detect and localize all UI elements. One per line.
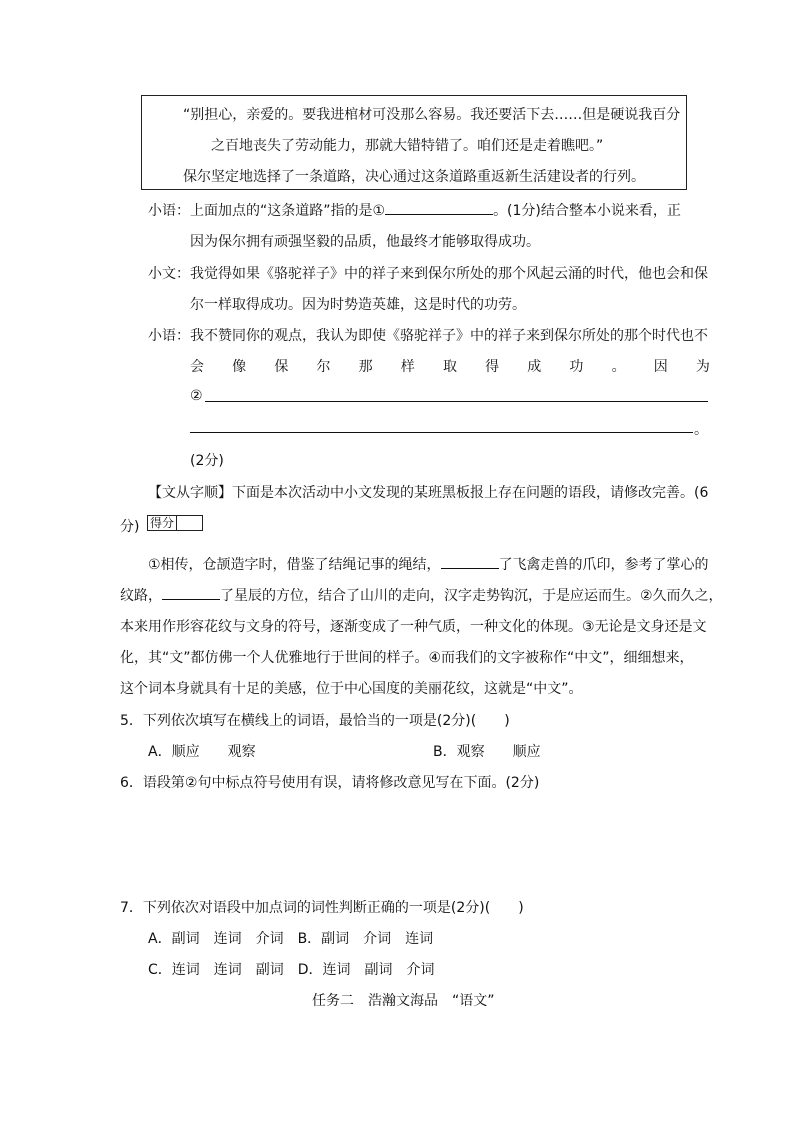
speaker-label: 小语： xyxy=(148,203,190,219)
dialogue-xiaoyu-1 xyxy=(148,200,681,220)
speaker-label: 小语： xyxy=(148,328,190,344)
passage-text: 纹路， xyxy=(120,588,162,604)
dialogue-text: 。(1分)结合整本小说来看，正 xyxy=(493,203,681,219)
spread-char: 保 xyxy=(274,359,289,375)
section-heading-cont: 分) xyxy=(120,519,140,535)
section-heading: 【文从字顺】下面是本次活动中小文发现的某班黑板报上存在问题的语段，请修改完善。(6 xyxy=(148,485,709,501)
question-6: 6．语段第②句中标点符号使用有误，请将修改意见写在下面。(2分) xyxy=(120,775,540,791)
score-label: 得分 xyxy=(148,516,177,530)
task-title: 任务二 浩瀚文海品 “语文” xyxy=(312,993,495,1009)
dialogue-text: 我不赞同你的观点，我认为即使《骆驼祥子》中的祥子来到保尔所处的那个时代也不 xyxy=(190,328,708,344)
score-note: (2分) xyxy=(190,453,224,469)
dialogue-text: 上面加点的“这条道路”指的是① xyxy=(190,203,386,219)
spread-char: 尔 xyxy=(316,359,331,375)
quote-line-2: 之百地丧失了劳动能力，那就大错特错了。咱们还是走着瞧吧。” xyxy=(211,138,604,154)
period-mark: 。 xyxy=(694,422,708,438)
question-5-option-a[interactable]: A．顺应 观察 xyxy=(148,744,256,760)
dialogue-text: 因为保尔拥有顽强坚毅的品质，他最终才能够取得成功。 xyxy=(190,234,540,250)
answer-line-2a[interactable] xyxy=(205,401,708,402)
justified-line xyxy=(190,356,710,376)
quote-line-3: 保尔坚定地选择了一条道路，决心通过这条道路重返新生活建设者的行列。 xyxy=(183,169,645,185)
spread-char: 为 xyxy=(695,359,710,375)
spread-char: 得 xyxy=(485,359,500,375)
passage-blank-2[interactable] xyxy=(162,585,220,600)
passage-line-1 xyxy=(148,554,709,574)
passage-line-2 xyxy=(120,585,723,605)
dialogue-xiaoyu-2 xyxy=(148,325,708,345)
passage-line-3: 本来用作形容花纹与文身的符号，逐渐变成了一种气质，一种文化的体现。③无论是文身还是文 xyxy=(120,619,707,635)
spread-char: 那 xyxy=(358,359,373,375)
circle-2: ② xyxy=(190,388,203,404)
spread-char: 。 xyxy=(611,359,626,375)
dialogue-text: 尔一样取得成功。因为时势造英雄，这是时代的功劳。 xyxy=(190,297,526,313)
question-7: 7．下列依次对语段中加点词的词性判断正确的一项是(2分)( ) xyxy=(120,900,524,916)
speaker-label: 小文： xyxy=(148,266,190,282)
passage-text: 了飞禽走兽的爪印，参考了掌心的 xyxy=(498,557,709,573)
passage-text: ①相传，仓颉造字时，借鉴了结绳记事的绳结， xyxy=(148,557,441,573)
passage-line-5: 这个词本身就具有十足的美感，位于中心国度的美丽花纹，这就是“中文”。 xyxy=(120,681,583,697)
answer-blank-1[interactable] xyxy=(385,200,493,215)
passage-text: 了星辰的方位，结合了山川的走向，汉字走势钩沉，于是应运而生。②久而久之， xyxy=(220,588,723,604)
score-box xyxy=(147,515,203,531)
spread-char: 功 xyxy=(569,359,584,375)
dialogue-text: 我觉得如果《骆驼祥子》中的祥子来到保尔所处的那个风起云涌的时代，他也会和保 xyxy=(190,266,708,282)
question-7-options-cd[interactable]: C．连词 连词 副词 D．连词 副词 介词 xyxy=(148,962,435,978)
passage-line-4: 化，其“文”都仿佛一个人优雅地行于世间的样子。④而我们的文字被称作“中文”，细细想来， xyxy=(120,650,694,666)
spread-char: 样 xyxy=(400,359,415,375)
question-5-option-b[interactable]: B．观察 顺应 xyxy=(433,744,541,760)
spread-char: 因 xyxy=(653,359,668,375)
passage-blank-1[interactable] xyxy=(441,554,499,569)
spread-char: 像 xyxy=(232,359,247,375)
question-5: 5．下列依次填写在横线上的词语，最恰当的一项是(2分)( ) xyxy=(120,713,510,729)
spread-char: 会 xyxy=(190,359,204,375)
question-7-options-ab[interactable]: A．副词 连词 介词 B．副词 介词 连词 xyxy=(148,931,434,947)
spread-char: 取 xyxy=(442,359,457,375)
spread-char: 成 xyxy=(527,359,542,375)
quote-line-1: “别担心，亲爱的。要我进棺材可没那么容易。我还要活下去……但是硬说我百分 xyxy=(183,107,681,123)
answer-line-2b[interactable] xyxy=(190,432,693,433)
dialogue-xiaowen xyxy=(148,263,708,283)
